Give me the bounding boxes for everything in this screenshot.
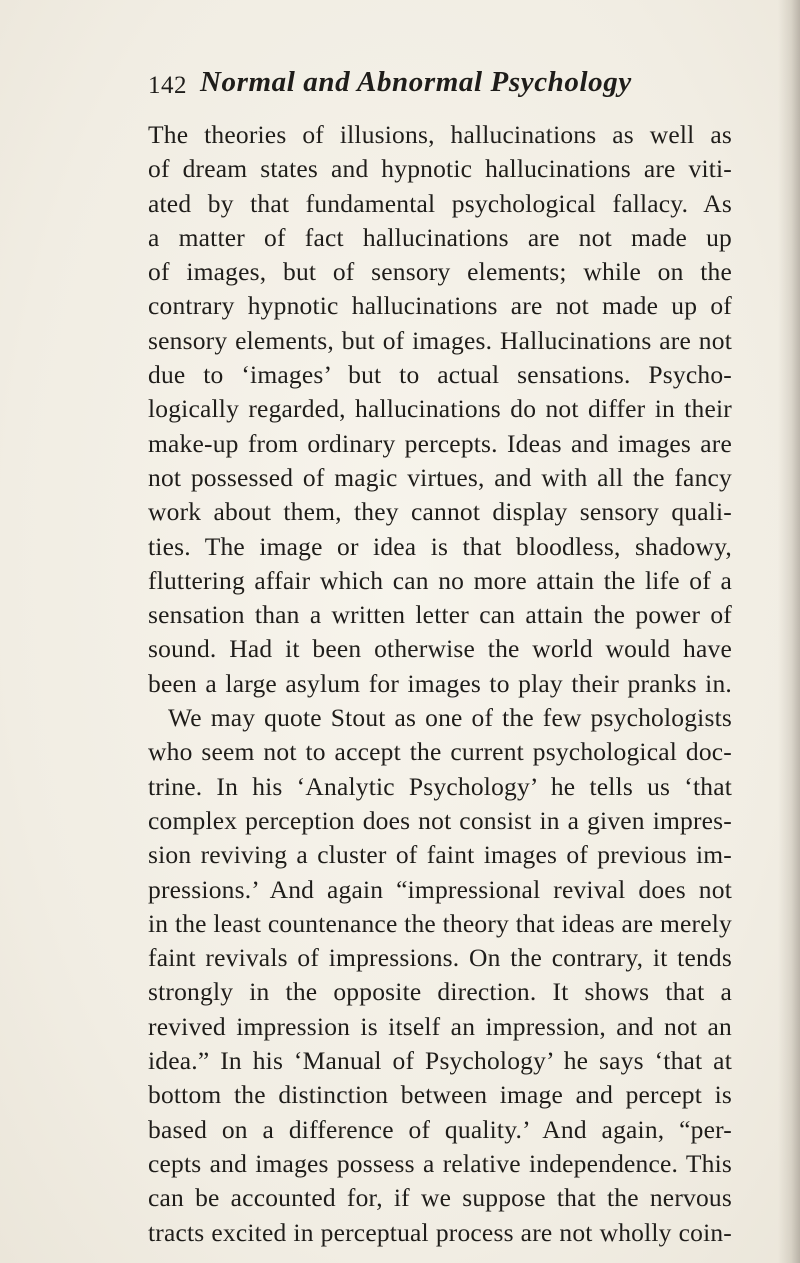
text-line: trine. In his ‘Analytic Psychology’ he tells us ‘that (148, 771, 732, 801)
text-line: sound. Had it been otherwise the world would have (148, 634, 732, 664)
text-line: The theories of illusions, hallucinations as well as (148, 120, 732, 149)
text-line: sion reviving a cluster of faint images of previous im- (148, 840, 732, 870)
text-line: of images, but of sensory elements; while on the (148, 257, 732, 287)
text-line: not possessed of magic virtues, and with all the fancy (148, 462, 732, 492)
text-line: idea.” In his ‘Manual of Psychology’ he says ‘that at (148, 1046, 732, 1076)
text-line: ated by that fundamental psychological fallacy. As (148, 188, 732, 218)
text-line: pressions.’ And again “impressional revival does not (148, 874, 732, 904)
text-line: faint revivals of impressions. On the contrary, it tends (148, 943, 732, 973)
text-line: been a large asylum for images to play their pranks in. (148, 668, 732, 698)
text-line: sensation than a written letter can attain the power of (148, 600, 732, 630)
running-head (148, 66, 632, 106)
page-edge-shadow (778, 0, 800, 1263)
text-line: who seem not to accept the current psychological doc- (148, 737, 732, 767)
text-line: in the least countenance the theory that ideas are merely (148, 908, 732, 938)
text-line: can be accounted for, if we suppose that the nervous (148, 1183, 732, 1213)
text-line: sensory elements, but of images. Hallucinations are not (148, 325, 732, 355)
text-line: revived impression is itself an impression, and not an (148, 1011, 732, 1041)
text-line: contrary hypnotic hallucinations are not made up of (148, 291, 732, 321)
paragraph-start-line: We may quote Stout as one of the few psychologists (168, 703, 732, 733)
text-line: work about them, they cannot display sensory quali- (148, 497, 732, 527)
text-line: bottom the distinction between image and percept is (148, 1080, 732, 1110)
text-line: make-up from ordinary percepts. Ideas and images are (148, 428, 732, 458)
running-title: Normal and Abnormal Psychology (200, 66, 632, 98)
body-text (148, 118, 732, 1250)
text-line: fluttering affair which can no more attain the life of a (148, 565, 732, 595)
text-line: logically regarded, hallucinations do not differ in their (148, 394, 732, 424)
text-line: due to ‘images’ but to actual sensations. Psycho- (148, 360, 732, 390)
text-line: a matter of fact hallucinations are not made up (148, 222, 732, 252)
text-line: complex perception does not consist in a given impres- (148, 805, 732, 835)
text-line: based on a difference of quality.’ And again, “per- (148, 1114, 732, 1144)
text-line: strongly in the opposite direction. It shows that a (148, 977, 732, 1007)
text-line: of dream states and hypnotic hallucinations are viti- (148, 154, 732, 184)
text-line: tracts excited in perceptual process are not wholly coin- (148, 1217, 732, 1247)
page-number: 142 (148, 72, 187, 99)
text-line: cepts and images possess a relative independence. This (148, 1148, 732, 1178)
text-line: ties. The image or idea is that bloodless, shadowy, (148, 531, 732, 561)
